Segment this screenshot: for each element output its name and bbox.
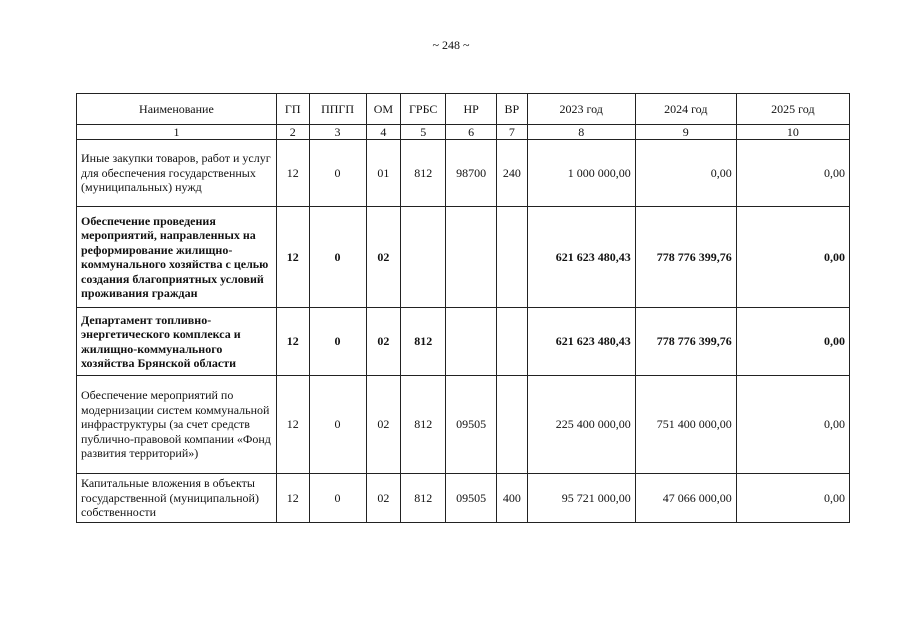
row-name: Иные закупки товаров, работ и услуг для обеспечения государственных (муниципальных) нужд bbox=[77, 140, 277, 207]
cell-2024: 778 776 399,76 bbox=[635, 207, 736, 308]
cell-vr: 400 bbox=[497, 474, 528, 523]
cell-nr: 09505 bbox=[446, 376, 497, 474]
header-grbs: ГРБС bbox=[401, 94, 446, 125]
cell-ppgp: 0 bbox=[309, 140, 366, 207]
cell-ppgp: 0 bbox=[309, 474, 366, 523]
cell-om: 01 bbox=[366, 140, 401, 207]
cell-2025: 0,00 bbox=[736, 140, 849, 207]
row-name: Обеспечение проведения мероприятий, направленных на реформирование жилищно-коммунального хозяйства с целью создания благоприятных условий проживания граждан bbox=[77, 207, 277, 308]
index-cell: 8 bbox=[527, 125, 635, 140]
cell-grbs bbox=[401, 207, 446, 308]
header-row bbox=[77, 94, 850, 125]
cell-2024: 751 400 000,00 bbox=[635, 376, 736, 474]
cell-2025: 0,00 bbox=[736, 308, 849, 376]
budget-table bbox=[76, 93, 850, 523]
cell-ppgp: 0 bbox=[309, 308, 366, 376]
cell-vr bbox=[497, 376, 528, 474]
cell-2023: 621 623 480,43 bbox=[527, 308, 635, 376]
cell-2025: 0,00 bbox=[736, 474, 849, 523]
cell-vr bbox=[497, 308, 528, 376]
index-cell: 10 bbox=[736, 125, 849, 140]
cell-gp: 12 bbox=[276, 308, 309, 376]
index-cell: 3 bbox=[309, 125, 366, 140]
cell-2023: 225 400 000,00 bbox=[527, 376, 635, 474]
cell-2023: 621 623 480,43 bbox=[527, 207, 635, 308]
cell-om: 02 bbox=[366, 308, 401, 376]
cell-grbs: 812 bbox=[401, 376, 446, 474]
index-cell: 4 bbox=[366, 125, 401, 140]
cell-grbs: 812 bbox=[401, 140, 446, 207]
cell-nr bbox=[446, 308, 497, 376]
cell-om: 02 bbox=[366, 376, 401, 474]
cell-2024: 778 776 399,76 bbox=[635, 308, 736, 376]
cell-vr bbox=[497, 207, 528, 308]
cell-nr: 98700 bbox=[446, 140, 497, 207]
header-2024: 2024 год bbox=[635, 94, 736, 125]
table-row bbox=[77, 308, 850, 376]
table-row bbox=[77, 140, 850, 207]
index-cell: 2 bbox=[276, 125, 309, 140]
table-row bbox=[77, 376, 850, 474]
page-number: ~ 248 ~ bbox=[432, 38, 470, 52]
cell-om: 02 bbox=[366, 474, 401, 523]
cell-2023: 1 000 000,00 bbox=[527, 140, 635, 207]
row-name: Обеспечение мероприятий по модернизации систем коммунальной инфраструктуры (за счет средств публично-правовой компании «Фонд развития территорий») bbox=[77, 376, 277, 474]
index-cell: 6 bbox=[446, 125, 497, 140]
row-name: Капитальные вложения в объекты государственной (муниципальной) собственности bbox=[77, 474, 277, 523]
header-vr: ВР bbox=[497, 94, 528, 125]
cell-vr: 240 bbox=[497, 140, 528, 207]
row-name: Департамент топливно-энергетического комплекса и жилищно-коммунального хозяйства Брянской области bbox=[77, 308, 277, 376]
header-gp: ГП bbox=[276, 94, 309, 125]
cell-gp: 12 bbox=[276, 474, 309, 523]
header-name: Наименование bbox=[77, 94, 277, 125]
header-2023: 2023 год bbox=[527, 94, 635, 125]
cell-ppgp: 0 bbox=[309, 376, 366, 474]
header-2025: 2025 год bbox=[736, 94, 849, 125]
cell-2024: 0,00 bbox=[635, 140, 736, 207]
index-cell: 9 bbox=[635, 125, 736, 140]
table-row bbox=[77, 474, 850, 523]
index-cell: 5 bbox=[401, 125, 446, 140]
cell-2025: 0,00 bbox=[736, 207, 849, 308]
index-cell: 1 bbox=[77, 125, 277, 140]
cell-gp: 12 bbox=[276, 376, 309, 474]
cell-ppgp: 0 bbox=[309, 207, 366, 308]
index-cell: 7 bbox=[497, 125, 528, 140]
header-nr: НР bbox=[446, 94, 497, 125]
header-om: ОМ bbox=[366, 94, 401, 125]
cell-nr bbox=[446, 207, 497, 308]
cell-om: 02 bbox=[366, 207, 401, 308]
cell-gp: 12 bbox=[276, 207, 309, 308]
header-ppgp: ППГП bbox=[309, 94, 366, 125]
cell-nr: 09505 bbox=[446, 474, 497, 523]
table-row bbox=[77, 207, 850, 308]
cell-grbs: 812 bbox=[401, 308, 446, 376]
index-row bbox=[77, 125, 850, 140]
cell-2025: 0,00 bbox=[736, 376, 849, 474]
cell-2023: 95 721 000,00 bbox=[527, 474, 635, 523]
cell-gp: 12 bbox=[276, 140, 309, 207]
cell-grbs: 812 bbox=[401, 474, 446, 523]
cell-2024: 47 066 000,00 bbox=[635, 474, 736, 523]
